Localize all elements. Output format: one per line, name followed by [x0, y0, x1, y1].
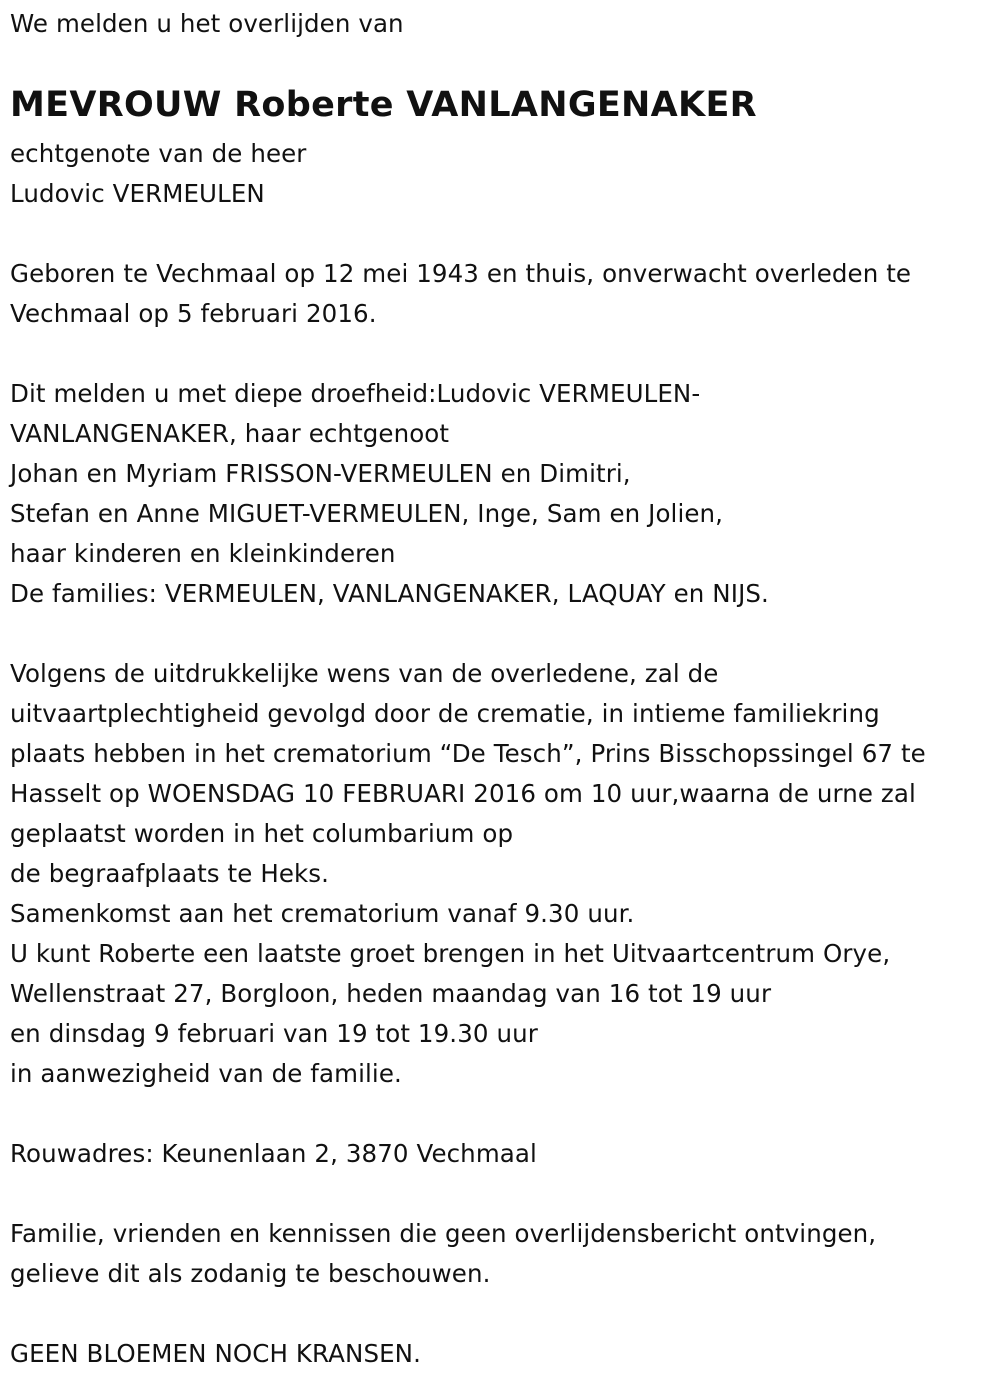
family-line: De families: VERMEULEN, VANLANGENAKER, LAQUAY en NIJS.	[10, 579, 769, 608]
closing-line: Familie, vrienden en kennissen die geen overlijdensbericht ontvingen,	[10, 1219, 877, 1248]
flowers-note: GEEN BLOEMEN NOCH KRANSEN.	[10, 1339, 422, 1368]
ceremony-line: Samenkomst aan het crematorium vanaf 9.30 uur.	[10, 899, 635, 928]
closing-line: gelieve dit als zodanig te beschouwen.	[10, 1259, 491, 1288]
spouse-line: Ludovic VERMEULEN	[10, 179, 265, 208]
family-line: VANLANGENAKER, haar echtgenoot	[10, 419, 450, 448]
ceremony-line: de begraafplaats te Heks.	[10, 859, 330, 888]
birth-death-line: Geboren te Vechmaal op 12 mei 1943 en thuis, onverwacht overleden te	[10, 259, 912, 288]
ceremony-line: Hasselt op WOENSDAG 10 FEBRUARI 2016 om 10 uur,waarna de urne zal	[10, 779, 916, 808]
ceremony-line: uitvaartplechtigheid gevolgd door de crematie, in intieme familiekring	[10, 699, 880, 728]
ceremony-line: Wellenstraat 27, Borgloon, heden maandag van 16 tot 19 uur	[10, 979, 772, 1008]
family-line: Stefan en Anne MIGUET-VERMEULEN, Inge, Sam en Jolien,	[10, 499, 724, 528]
deceased-name: MEVROUW Roberte VANLANGENAKER	[10, 85, 757, 125]
family-line: Dit melden u met diepe droefheid:Ludovic VERMEULEN-	[10, 379, 701, 408]
ceremony-line: geplaatst worden in het columbarium op	[10, 819, 514, 848]
ceremony-line: in aanwezigheid van de familie.	[10, 1059, 402, 1088]
ceremony-line: plaats hebben in het crematorium “De Tesch”, Prins Bisschopssingel 67 te	[10, 739, 926, 768]
ceremony-line: U kunt Roberte een laatste groet brengen in het Uitvaartcentrum Orye,	[10, 939, 891, 968]
family-line: Johan en Myriam FRISSON-VERMEULEN en Dimitri,	[10, 459, 631, 488]
spouse-line: echtgenote van de heer	[10, 139, 307, 168]
family-line: haar kinderen en kleinkinderen	[10, 539, 396, 568]
intro-text: We melden u het overlijden van	[10, 9, 404, 38]
ceremony-line: en dinsdag 9 februari van 19 tot 19.30 uur	[10, 1019, 538, 1048]
ceremony-line: Volgens de uitdrukkelijke wens van de overledene, zal de	[10, 659, 719, 688]
birth-death-line: Vechmaal op 5 februari 2016.	[10, 299, 377, 328]
mourning-address: Rouwadres: Keunenlaan 2, 3870 Vechmaal	[10, 1139, 537, 1168]
